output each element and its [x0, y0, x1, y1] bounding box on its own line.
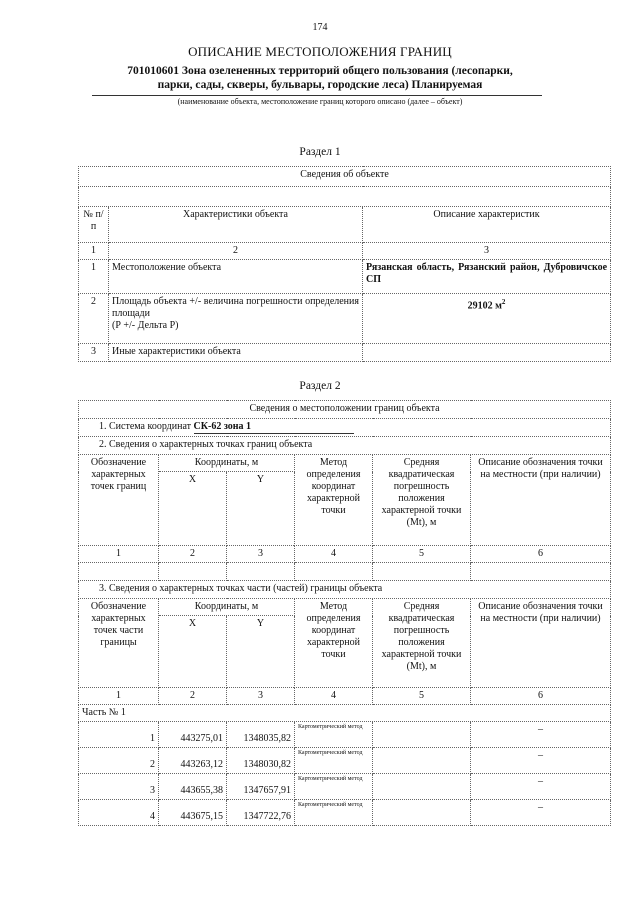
object-info-header: Сведения об объекте [79, 167, 611, 187]
empty-cell [227, 563, 295, 581]
col-description-header: Описание обозначения точки на местности (при наличии) [471, 455, 611, 546]
area-value: 29102 м [467, 300, 502, 312]
col-accuracy-header: Средняя квадратическая погрешность положения характерной точки (Mt), м [373, 455, 471, 546]
boundary-header: Сведения о местоположении границ объекта [79, 401, 611, 419]
points-title: 2. Сведения о характерных точках границ объекта [79, 437, 611, 455]
empty-cell [295, 563, 373, 581]
part-label: Часть № 1 [79, 705, 611, 722]
row-name-text: Площадь объекта +/- величина погрешности определения площади [112, 296, 359, 319]
table-row [79, 722, 611, 748]
row-value [363, 294, 611, 344]
point-method: Картометрический метод [295, 800, 373, 826]
point-num: 2 [79, 748, 159, 774]
col-x-header: X [159, 616, 227, 688]
point-desc: – [471, 722, 611, 748]
index-cell: 3 [363, 243, 611, 260]
empty-cell [471, 563, 611, 581]
section2-title: Раздел 2 [299, 380, 341, 392]
col-y-header: Y [227, 616, 295, 688]
row-num: 3 [79, 344, 109, 362]
row-value [363, 344, 611, 362]
index-cell: 5 [373, 688, 471, 705]
point-method: Картометрический метод [295, 774, 373, 800]
row-name: Иные характеристики объекта [109, 344, 363, 362]
index-cell: 1 [79, 243, 109, 260]
index-cell: 6 [471, 546, 611, 563]
col-num-header: № п/п [79, 207, 109, 243]
index-cell: 1 [79, 688, 159, 705]
point-y: 1347722,76 [227, 800, 295, 826]
col-accuracy-header: Средняя квадратическая погрешность положения характерной точки (Mt), м [373, 599, 471, 688]
row-value: Рязанская область, Рязанский район, Дубровичское СП [363, 260, 611, 294]
index-cell: 2 [109, 243, 363, 260]
point-desc: – [471, 774, 611, 800]
col-description-header: Описание обозначения точки на местности (при наличии) [471, 599, 611, 688]
empty-cell [79, 563, 159, 581]
row-name-formula: (Р +/- Дельта Р) [112, 320, 179, 331]
point-accuracy [373, 800, 471, 826]
point-accuracy [373, 722, 471, 748]
object-name-line1: 701010601 Зона озелененных территорий общего пользования (лесопарки, [127, 65, 513, 77]
object-name-line2: парки, сады, скверы, бульвары, городские леса) Планируемая [157, 79, 483, 91]
object-info-table [78, 166, 611, 362]
point-accuracy [373, 774, 471, 800]
col-point-header: Обозначение характерных точек границ [79, 455, 159, 546]
title-underline [92, 95, 542, 96]
empty-cell [373, 563, 471, 581]
col-coords-header: Координаты, м [159, 455, 295, 472]
document-title: ОПИСАНИЕ МЕСТОПОЛОЖЕНИЯ ГРАНИЦ [188, 44, 452, 59]
empty-cell [159, 563, 227, 581]
col-y-header: Y [227, 472, 295, 546]
index-cell: 3 [227, 688, 295, 705]
row-num: 1 [79, 260, 109, 294]
point-y: 1348030,82 [227, 748, 295, 774]
point-x: 443275,01 [159, 722, 227, 748]
row-name: Местоположение объекта [109, 260, 363, 294]
page-number: 174 [312, 22, 328, 33]
point-method: Картометрический метод [295, 722, 373, 748]
point-x: 443675,15 [159, 800, 227, 826]
col-desc-header: Описание характеристик [363, 207, 611, 243]
table-row [79, 260, 611, 294]
point-x: 443263,12 [159, 748, 227, 774]
point-x: 443655,38 [159, 774, 227, 800]
table-row [79, 748, 611, 774]
col-coords-header: Координаты, м [159, 599, 295, 616]
index-cell: 4 [295, 688, 373, 705]
object-caption: (наименование объекта, местоположение границ которого описано (далее – объект) [177, 97, 463, 106]
col-method-header: Метод определения координат характерной точки [295, 599, 373, 688]
coord-system-value: СК-62 зона 1 [193, 421, 252, 432]
point-num: 1 [79, 722, 159, 748]
index-cell: 2 [159, 688, 227, 705]
section1-title: Раздел 1 [299, 146, 341, 158]
object-name [60, 64, 580, 92]
col-char-header: Характеристики объекта [109, 207, 363, 243]
point-y: 1348035,82 [227, 722, 295, 748]
index-cell: 3 [227, 546, 295, 563]
point-num: 4 [79, 800, 159, 826]
col-x-header: X [159, 472, 227, 546]
point-method: Картометрический метод [295, 748, 373, 774]
parts-title: 3. Сведения о характерных точках части (частей) границы объекта [79, 581, 611, 599]
spacer-row [79, 187, 611, 207]
point-num: 3 [79, 774, 159, 800]
col-point-part-header: Обозначение характерных точек части границы [79, 599, 159, 688]
index-cell: 1 [79, 546, 159, 563]
point-y: 1347657,91 [227, 774, 295, 800]
point-desc: – [471, 800, 611, 826]
coord-system-row [79, 419, 611, 437]
col-method-header: Метод определения координат характерной точки [295, 455, 373, 546]
point-accuracy [373, 748, 471, 774]
index-cell: 4 [295, 546, 373, 563]
index-cell: 6 [471, 688, 611, 705]
table-row [79, 800, 611, 826]
table-row [79, 344, 611, 362]
row-name [109, 294, 363, 344]
index-cell: 2 [159, 546, 227, 563]
boundary-table [78, 400, 611, 826]
area-unit-sup: 2 [501, 298, 506, 306]
row-num: 2 [79, 294, 109, 344]
point-desc: – [471, 748, 611, 774]
table-row [79, 774, 611, 800]
coord-system-label: 1. Система координат [99, 421, 192, 432]
index-cell: 5 [373, 546, 471, 563]
table-row [79, 294, 611, 344]
